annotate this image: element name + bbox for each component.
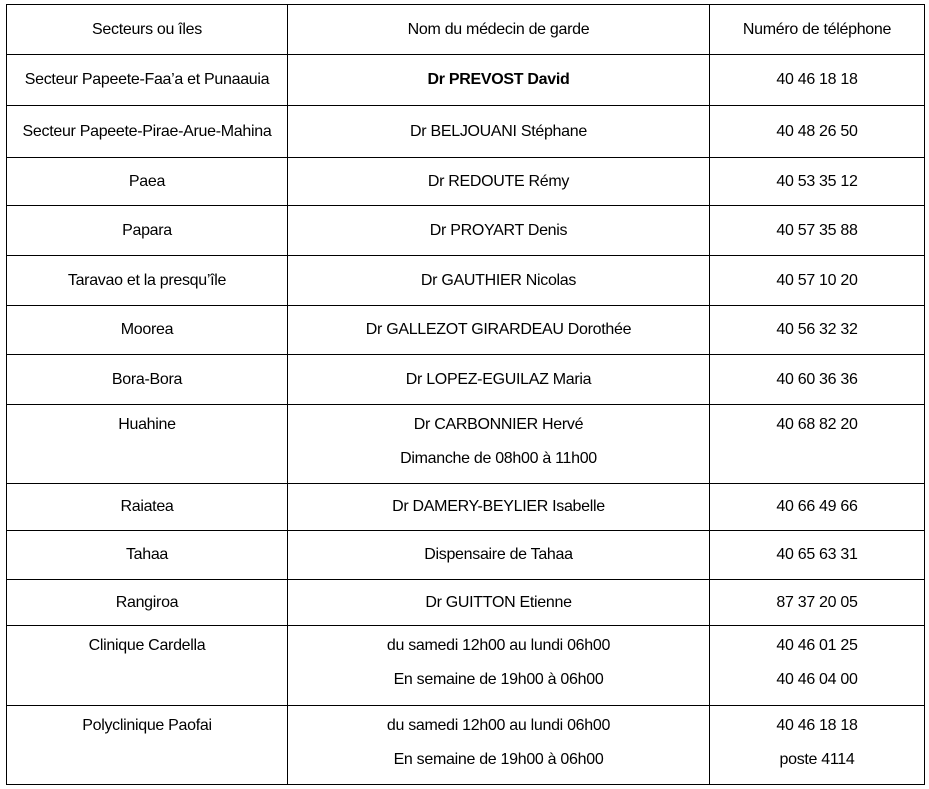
phone-cell: 40 65 63 31 — [710, 531, 925, 580]
sector-cell: Papara — [7, 206, 288, 256]
doctor-cell: Dispensaire de Tahaa — [288, 531, 710, 580]
phone-cell: 40 57 35 88 — [710, 206, 925, 256]
phone-line: 40 46 01 25 — [776, 637, 858, 654]
phone-cell: 40 66 49 66 — [710, 484, 925, 531]
sector-cell: Huahine — [7, 405, 288, 484]
doctor-cell — [288, 706, 710, 785]
sector-cell: Clinique Cardella — [7, 626, 288, 706]
sector-cell: Polyclinique Paofai — [7, 706, 288, 785]
table-row — [7, 306, 925, 355]
table-row — [7, 706, 925, 785]
phone-cell — [710, 626, 925, 706]
sector-cell: Paea — [7, 158, 288, 206]
sector-cell: Rangiroa — [7, 580, 288, 626]
header-sector: Secteurs ou îles — [7, 5, 288, 55]
table-row — [7, 405, 925, 484]
phone-cell: 40 68 82 20 — [710, 405, 925, 484]
phone-cell: 40 48 26 50 — [710, 106, 925, 158]
phone-cell: 40 46 18 18 — [710, 55, 925, 106]
phone-line-2: 40 46 04 00 — [776, 671, 858, 688]
doctor-cell: Dr GAUTHIER Nicolas — [288, 256, 710, 306]
table-row — [7, 256, 925, 306]
doctor-cell: Dr BELJOUANI Stéphane — [288, 106, 710, 158]
sector-cell: Tahaa — [7, 531, 288, 580]
on-call-doctors-table — [6, 4, 925, 785]
doctor-cell: Dr PREVOST David — [288, 55, 710, 106]
table-row — [7, 106, 925, 158]
hours-line: Dimanche de 08h00 à 11h00 — [400, 450, 597, 467]
weekend-hours-line: du samedi 12h00 au lundi 06h00 — [386, 637, 611, 654]
doctor-cell: Dr DAMERY-BEYLIER Isabelle — [288, 484, 710, 531]
doctor-cell — [288, 405, 710, 484]
table-row — [7, 355, 925, 405]
sector-cell: Secteur Papeete-Pirae-Arue-Mahina — [7, 106, 288, 158]
header-doctor: Nom du médecin de garde — [288, 5, 710, 55]
doctor-line: Dr CARBONNIER Hervé — [413, 416, 584, 433]
sector-cell: Taravao et la presqu’île — [7, 256, 288, 306]
table-row — [7, 206, 925, 256]
doctor-cell: Dr LOPEZ-EGUILAZ Maria — [288, 355, 710, 405]
phone-cell: 40 56 32 32 — [710, 306, 925, 355]
doctor-cell: Dr REDOUTE Rémy — [288, 158, 710, 206]
table-row — [7, 626, 925, 706]
phone-extension-line: poste 4114 — [779, 751, 855, 768]
sector-cell: Secteur Papeete-Faa’a et Punaauia — [7, 55, 288, 106]
table-row — [7, 158, 925, 206]
table-row — [7, 580, 925, 626]
weekday-hours-line: En semaine de 19h00 à 06h00 — [393, 671, 604, 688]
table-header-row — [7, 5, 925, 55]
phone-cell: 87 37 20 05 — [710, 580, 925, 626]
phone-cell: 40 57 10 20 — [710, 256, 925, 306]
doctor-cell: Dr GUITTON Etienne — [288, 580, 710, 626]
doctor-cell: Dr PROYART Denis — [288, 206, 710, 256]
sector-cell: Moorea — [7, 306, 288, 355]
header-phone: Numéro de téléphone — [710, 5, 925, 55]
table-row — [7, 55, 925, 106]
table-row — [7, 484, 925, 531]
doctor-cell — [288, 626, 710, 706]
phone-cell — [710, 706, 925, 785]
doctor-cell: Dr GALLEZOT GIRARDEAU Dorothée — [288, 306, 710, 355]
phone-cell: 40 60 36 36 — [710, 355, 925, 405]
table-row — [7, 531, 925, 580]
weekend-hours-line: du samedi 12h00 au lundi 06h00 — [386, 717, 611, 734]
phone-line: 40 46 18 18 — [776, 717, 858, 734]
weekday-hours-line: En semaine de 19h00 à 06h00 — [393, 751, 604, 768]
sector-cell: Raiatea — [7, 484, 288, 531]
sector-cell: Bora-Bora — [7, 355, 288, 405]
phone-cell: 40 53 35 12 — [710, 158, 925, 206]
